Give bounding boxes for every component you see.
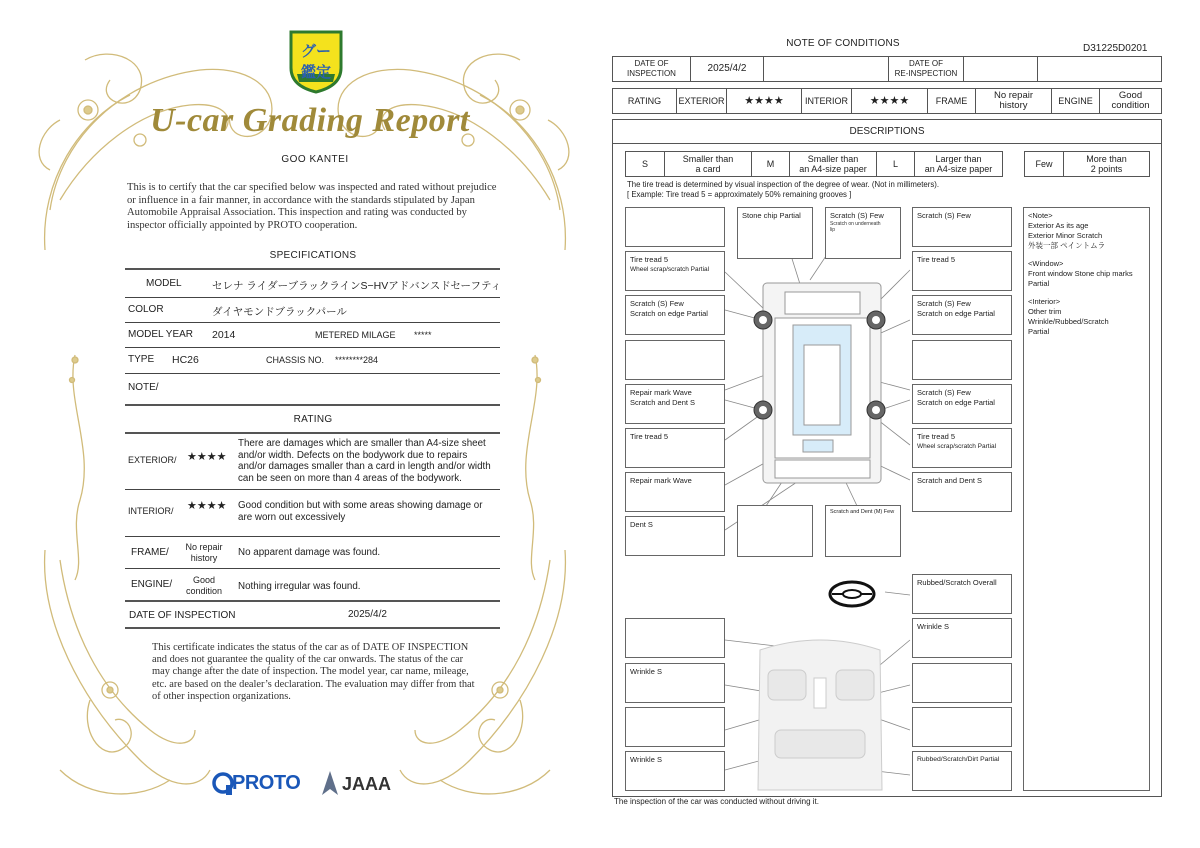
tread-example: [ Example: Tire tread 5 = approximately 50% remaining grooves ] [627, 190, 852, 199]
rating-heading: RATING [293, 414, 333, 425]
engine-value: Good condition [185, 575, 223, 596]
type-label: TYPE [128, 354, 155, 365]
interior-label: INTERIOR/ [128, 506, 174, 516]
exterior-stars: ★★★★ [187, 451, 227, 463]
right-box-7: Scratch and Dent S [912, 472, 1012, 512]
interior-stars: ★★★★ [187, 500, 227, 512]
model-label: MODEL [146, 278, 182, 289]
descriptions-heading: DESCRIPTIONS [613, 120, 1161, 144]
metered-milage-label: METERED MILAGE [315, 330, 396, 340]
bottom-box-1 [737, 505, 813, 557]
left-box-2: Tire tread 5 Wheel scrap/scratch Partial [625, 251, 725, 291]
frame-description: No apparent damage was found. [238, 547, 381, 558]
left-box-1 [625, 207, 725, 247]
report-title: U-car Grading Report [150, 102, 470, 139]
rating-label: RATING [627, 96, 662, 106]
date-of-inspection-label: DATE OF INSPECTION [129, 610, 236, 621]
interior-box-left-4: Wrinkle S [625, 751, 725, 791]
right-box-5: Scratch (S) Few Scratch on edge Partial [912, 384, 1012, 424]
model-year-value: 2014 [212, 329, 236, 341]
date-of-inspection-value: 2025/4/2 [690, 57, 763, 81]
few-legend: Few More than 2 points [1024, 151, 1150, 177]
interior-box-left-1 [625, 618, 725, 658]
engine-label: ENGINE [1051, 89, 1099, 113]
chassis-value: ********284 [335, 355, 379, 365]
notes-panel: <Note> Exterior As its age Exterior Minor Scratch 外装一部 ペイントムラ <Window> Front window Stone chip marks Partial <Interior> Other trim Wrinkle/Rubbed/Scratch Partial [1023, 207, 1150, 791]
frame-label: FRAME [927, 89, 975, 113]
specifications-heading: SPECIFICATIONS [269, 250, 357, 261]
frame-label: FRAME/ [131, 547, 169, 558]
model-year-label: MODEL YEAR [128, 329, 194, 340]
engine-description: Nothing irregular was found. [238, 581, 361, 592]
interior-stars: ★★★★ [851, 89, 927, 113]
date-of-inspection-value: 2025/4/2 [348, 609, 387, 620]
jaaa-logo: JAAA [342, 774, 392, 794]
interior-box-right-4 [912, 707, 1012, 747]
right-box-3: Scratch (S) Few Scratch on edge Partial [912, 295, 1012, 335]
top-box-2: Scratch (S) Few Scratch on underneath lip [825, 207, 901, 259]
interior-box-right-2: Wrinkle S [912, 618, 1012, 658]
left-box-8: Dent S [625, 516, 725, 556]
note-of-conditions [600, 0, 1200, 848]
interior-box-right-3 [912, 663, 1012, 703]
size-legend: S Smaller than a card M Smaller than an A4-size paper L Larger than an A4-size paper [625, 151, 1003, 177]
color-label: COLOR [128, 304, 164, 315]
tread-note: The tire tread is determined by visual inspection of the degree of wear. (Not in millimeters). [627, 180, 940, 189]
color-value: ダイヤモンドブラックパール [212, 306, 347, 318]
interior-box-right-5: Rubbed/Scratch/Dirt Partial [912, 751, 1012, 791]
interior-description: Good condition but with some areas showing damage or are worn out excessively [238, 500, 483, 523]
conditions-title: NOTE OF CONDITIONS [786, 38, 900, 49]
model-value: セレナ ライダーブラックラインS−HVアドバンスドセーフティ [212, 280, 502, 292]
right-box-2: Tire tread 5 [912, 251, 1012, 291]
interior-box-left-2: Wrinkle S [625, 663, 725, 703]
metered-milage-value: ***** [414, 330, 432, 340]
exterior-stars: ★★★★ [726, 89, 801, 113]
right-box-6: Tire tread 5 Wheel scrap/scratch Partial [912, 428, 1012, 468]
certificate-disclaimer: This certificate indicates the status of the car as of DATE OF INSPECTION and does not guarantee the quality of the car onwards. The status of the car may change after the date of inspection. The model year, car name, mileage, etc. are based on the dealer’s declaration. The evaluation may differ from that of other inspection organizations. [152, 642, 475, 702]
exterior-description: There are damages which are smaller than A4-size sheet and/or width. Defects on the bodywork due to repairs and/or damages smaller than a card in length and/or width can be seen on more than 4 areas of the bodywork. [238, 438, 491, 484]
proto-logo: PROTO [232, 772, 301, 794]
interior-box-right-1: Rubbed/Scratch Overall [912, 574, 1012, 614]
engine-label: ENGINE/ [131, 579, 173, 590]
exterior-label: EXTERIOR/ [128, 455, 177, 465]
note-label: NOTE/ [128, 382, 159, 393]
document-id: D31225D0201 [1083, 43, 1148, 54]
right-box-1: Scratch (S) Few [912, 207, 1012, 247]
interior-box-left-3 [625, 707, 725, 747]
engine-value: Good condition [1099, 89, 1161, 113]
inspection-footer: The inspection of the car was conducted without driving it. [614, 797, 819, 806]
left-box-6: Tire tread 5 [625, 428, 725, 468]
jaaa-logo-icon [320, 771, 340, 797]
date-of-inspection-label: DATE OF INSPECTION [627, 59, 676, 78]
right-box-4 [912, 340, 1012, 380]
left-box-3: Scratch (S) Few Scratch on edge Partial [625, 295, 725, 335]
badge-text: グー鑑定 [300, 43, 331, 81]
steering-wheel-icon [830, 582, 874, 606]
report-subtitle: GOO KANTEI [281, 154, 349, 165]
left-box-4 [625, 340, 725, 380]
left-box-5: Repair mark Wave Scratch and Dent S [625, 384, 725, 424]
interior-label: INTERIOR [801, 89, 851, 113]
certification-statement: This is to certify that the car specified below was inspected and rated without prejudice or influence in a fair manner, in accordance with the standards stipulated by Japan Automobile Appraisal Association. This inspection and rating was conducted by inspector officially appointed by PROTO cooperation. [127, 182, 497, 231]
bottom-box-2: Scratch and Dent (M) Few [825, 505, 901, 557]
exterior-label: EXTERIOR [676, 89, 726, 113]
left-box-7: Repair mark Wave [625, 472, 725, 512]
top-box-1: Stone chip Partial [737, 207, 813, 259]
frame-value: No repair history [975, 89, 1051, 113]
type-value: HC26 [172, 354, 199, 366]
frame-value: No repair history [185, 542, 223, 563]
re-inspection-label: DATE OF RE-INSPECTION [888, 57, 963, 81]
chassis-label: CHASSIS NO. [266, 355, 325, 365]
proto-logo-icon [212, 771, 234, 795]
